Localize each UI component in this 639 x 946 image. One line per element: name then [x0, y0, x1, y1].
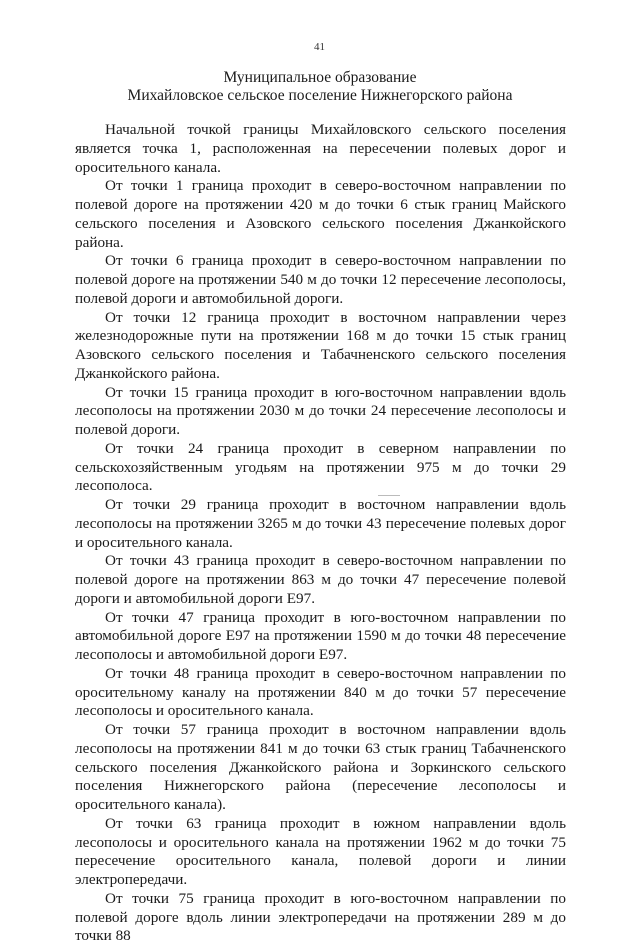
paragraph: От точки 15 граница проходит в юго-восточном направлении вдоль лесополосы на протяжении 2030 м до точки 24 пересечение лесополосы и полевой дороги. [75, 383, 566, 438]
paragraph: От точки 75 граница проходит в юго-восточном направлении по полевой дороге вдоль линии электропередачи на протяжении 289 м до точки 88 [75, 889, 566, 945]
paragraph: От точки 12 граница проходит в восточном направлении через железнодорожные пути на протяжении 168 м до точки 15 стык границ Азовского сельского поселения и Табачненского сельского поселения Джанкойского района. [75, 308, 566, 382]
paragraph: От точки 24 граница проходит в северном направлении по сельскохозяйственным угодьям на протяжении 975 м до точки 29 лесополоса. [75, 439, 566, 495]
paragraph: От точки 63 граница проходит в южном направлении вдоль лесополосы и оросительного канала на протяжении 1962 м до точки 75 пересечение оросительного канала, полевой дороги и линии электропередачи. [75, 814, 566, 888]
header-title: Муниципальное образование [223, 69, 417, 86]
scan-mark [378, 495, 400, 496]
page-number: 41 [314, 41, 325, 53]
paragraph: Начальной точкой границы Михайловского сельского поселения является точка 1, расположенная на пересечении полевых дорог и оросительного канала. [75, 121, 566, 176]
paragraph: От точки 47 граница проходит в юго-восточном направлении по автомобильной дороге Е97 на протяжении 1590 м до точки 48 пересечение лесополосы и автомобильной дороги Е97. [75, 608, 566, 663]
paragraph: От точки 29 граница проходит в восточном направлении вдоль лесополосы на протяжении 3265 м до точки 43 пересечение полевых дорог и оросительного канала. [75, 496, 566, 551]
paragraph: От точки 57 граница проходит в восточном направлении вдоль лесополосы на протяжении 841 м до точки 63 стык границ Табачненского сельского поселения Джанкойского района и Зоркинского сельского поселения Нижнегорского района (пересечение лесополосы и оросительного канала). [75, 721, 566, 813]
header-subtitle: Михайловское сельское поселение Нижнегорского района [127, 87, 513, 104]
paragraph: От точки 6 граница проходит в северо-восточном направлении по полевой дороге на протяжении 540 м до точки 12 пересечение лесополосы, полевой дороги и автомобильной дороги. [75, 252, 566, 307]
paragraph: От точки 43 граница проходит в северо-восточном направлении по полевой дороге на протяжении 863 м до точки 47 пересечение полевой дороги и автомобильной дороги Е97. [75, 552, 566, 607]
paragraph: От точки 48 граница проходит в северо-восточном направлении по оросительному каналу на протяжении 840 м до точки 57 пересечение лесополосы и оросительного канала. [75, 664, 566, 720]
document-header [60, 69, 580, 105]
paragraph: От точки 1 граница проходит в северо-восточном направлении по полевой дороге на протяжении 420 м до точки 6 стык границ Майского сельского поселения и Азовского сельского поселения Джанкойского района. [75, 177, 566, 251]
document-body [75, 121, 566, 946]
